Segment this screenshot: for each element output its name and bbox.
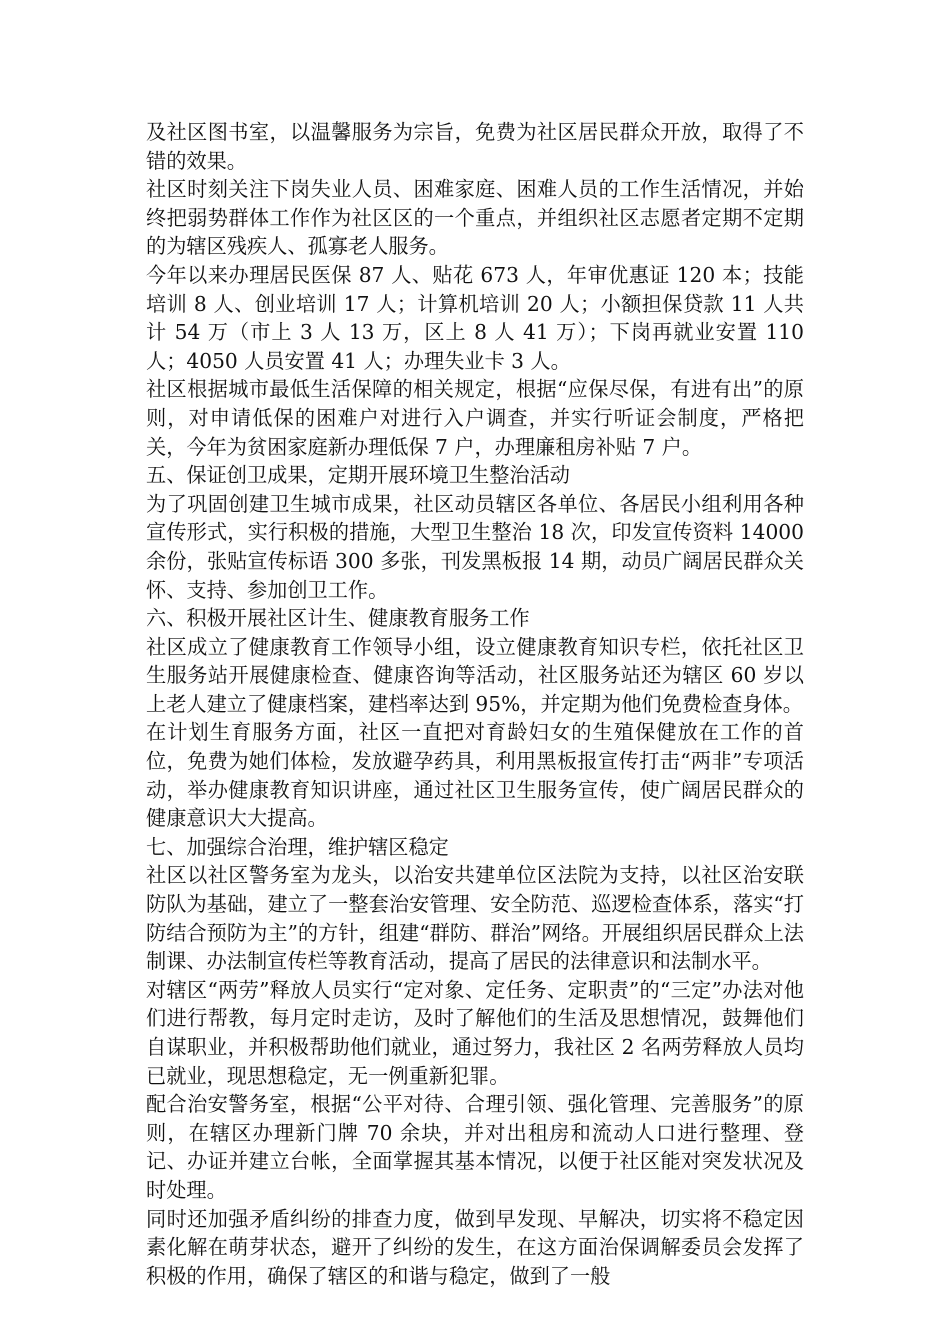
paragraph-minimum-living: 社区根据城市最低生活保障的相关规定，根据“应保尽保，有进有出”的原则，对申请低保的困难户对进行入户调查，并实行听证会制度，严格把关，今年为贫困家庭新办理低保 7 户，办理廉租房补贴 7 户。 <box>146 377 804 459</box>
section-heading-five: 五、保证创卫成果，定期开展环境卫生整治活动 <box>146 463 570 488</box>
paragraph-sanitation: 为了巩固创建卫生城市成果，社区动员辖区各单位、各居民小组利用各种宣传形式，实行积极的措施，大型卫生整治 18 次，印发宣传资料 14000 余份，张贴宣传标语 300 多张，刊发黑板报 14 期，动员广阔居民群众关怀、支持、参加创卫工作。 <box>146 491 804 602</box>
section-heading-seven: 七、加强综合治理，维护辖区稳定 <box>146 834 449 859</box>
paragraph-vulnerable-groups: 社区时刻关注下岗失业人员、困难家庭、困难人员的工作生活情况，并始终把弱势群体工作作为社区区的一个重点，并组织社区志愿者定期不定期的为辖区残疾人、孤寡老人服务。 <box>146 177 804 259</box>
paragraph-employment-stats: 今年以来办理居民医保 87 人、贴花 673 人，年审优惠证 120 本；技能培训 8 人、创业培训 17 人；计算机培训 20 人；小额担保贷款 11 人共计 54 万（市上 3 人 13 万，区上 8 人 41 万）；下岗再就业安置 110 人；4050 人员安置 41 人；办理失业卡 3 人。 <box>146 262 804 373</box>
paragraph-family-planning: 在计划生育服务方面，社区一直把对育龄妇女的生殖保健放在工作的首位，免费为她们体检，发放避孕药具，利用黑板报宣传打击“两非”专项活动，举办健康教育知识讲座，通过社区卫生服务宣传，使广阔居民群众的健康意识大大提高。 <box>146 720 804 831</box>
paragraph-released-persons: 对辖区“两劳”释放人员实行“定对象、定任务、定职责”的“三定”办法对他们进行帮教，每月定时走访，及时了解他们的生活及思想情况，鼓舞他们自谋职业，并积极帮助他们就业，通过努力，我社区 2 名两劳释放人员均已就业，现思想稳定，无一例重新犯罪。 <box>146 977 804 1088</box>
paragraph-library: 及社区图书室，以温馨服务为宗旨，免费为社区居民群众开放，取得了不错的效果。 <box>146 120 804 173</box>
document-page <box>146 118 804 1290</box>
paragraph-health-education: 社区成立了健康教育工作领导小组，设立健康教育知识专栏，依托社区卫生服务站开展健康检查、健康咨询等活动，社区服务站还为辖区 60 岁以上老人建立了健康档案，建档率达到 95%，并定期为他们免费检查身体。 <box>146 634 804 716</box>
paragraph-dispute-resolution: 同时还加强矛盾纠纷的排查力度，做到早发现、早解决，切实将不稳定因素化解在萌芽状态，避开了纠纷的发生，在这方面治保调解委员会发挥了积极的作用，确保了辖区的和谐与稳定，做到了一般 <box>146 1206 804 1288</box>
paragraph-house-numbers: 配合治安警务室，根据“公平对待、合理引领、强化管理、完善服务”的原则，在辖区办理新门牌 70 余块，并对出租房和流动人口进行整理、登记、办证并建立台帐，全面掌握其基本情况，以便于社区能对突发状况及时处理。 <box>146 1092 804 1202</box>
section-heading-six: 六、积极开展社区计生、健康教育服务工作 <box>146 606 530 631</box>
paragraph-public-security: 社区以社区警务室为龙头，以治安共建单位区法院为支持，以社区治安联防队为基础，建立了一整套治安管理、安全防范、巡逻检查体系，落实“打防结合预防为主”的方针，组建“群防、群治”网络。开展组织居民群众上法制课、办法制宣传栏等教育活动，提高了居民的法律意识和法制水平。 <box>146 863 804 974</box>
